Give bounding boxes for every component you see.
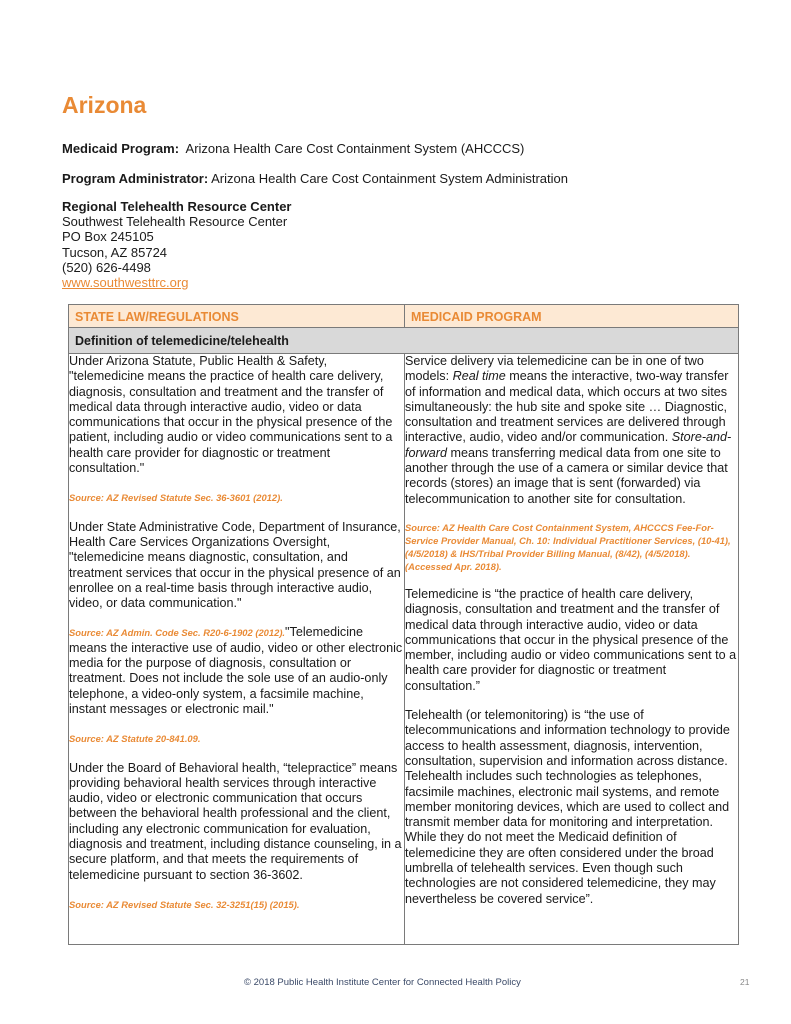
rtrc-city: Tucson, AZ 85724	[62, 244, 168, 260]
medicaid-cell	[405, 354, 739, 945]
state-law-paragraph: Under Arizona Statute, Public Health & Safety, "telemedicine means the practice of health care delivery, diagnosis, consultation and treatment and the transfer of medical data through interactive audio, video or data communications that occur in the physical presence of the patient, including audio or video communications sent to a health care provider for diagnostic or treatment consultation."	[69, 354, 393, 476]
source-citation: Source: AZ Health Care Cost Containment System, AHCCCS Fee-For-Service Provider Manual, Ch. 10: Individual Practitioner Services, (10-41), (4/5/2018) & IHS/Tribal Provider Billing Manual, (8/42), (4/5/2018). (Accessed Apr. 2018).	[405, 521, 731, 572]
rtrc-heading: Regional Telehealth Resource Center	[62, 199, 292, 214]
source-citation: Source: AZ Statute 20-841.09.	[69, 733, 201, 745]
section-row	[69, 328, 739, 354]
page-number: 21	[740, 977, 750, 987]
state-law-paragraph: Under State Administrative Code, Department of Insurance, Health Care Services Organizations Oversight, "telemedicine means diagnostic, consultation, and treatment services that occur in the physical presence of an enrollee on a real-time basis through interactive audio, video, or data communication."	[69, 519, 401, 611]
rtrc-website-link[interactable]: www.southwesttrc.org	[62, 275, 189, 291]
header-state-law: STATE LAW/REGULATIONS	[69, 305, 405, 328]
rtrc-block	[62, 199, 292, 290]
source-citation: Source: AZ Revised Statute Sec. 36-3601 (2012).	[69, 492, 283, 504]
medicaid-paragraph: Telemedicine is “the practice of health care delivery, diagnosis, consultation and treatment and the transfer of medical data through interactive audio, video or data communications that occur in the physical presence of the member, including audio or video communications sent to a health care provider for diagnostic or treatment consultation.”	[405, 586, 737, 693]
state-law-paragraph: "Telemedicine means the interactive use of audio, video or other electronic media for the purpose of diagnosis, consultation or treatment. Does not include the sole use of an audio-only telephone, a video-only system, a facsimile machine, instant messages or electronic mail."	[69, 625, 403, 716]
program-administrator-label: Program Administrator:	[62, 171, 209, 186]
telehealth-policy-table	[68, 304, 739, 945]
rtrc-po-box: PO Box 245105	[62, 229, 154, 245]
medicaid-program-label: Medicaid Program:	[62, 141, 180, 156]
medicaid-program-line	[62, 141, 524, 157]
program-administrator-value: Arizona Health Care Cost Containment System Administration	[211, 171, 568, 186]
medicaid-paragraph	[405, 354, 738, 507]
term-real-time: Real time	[452, 369, 506, 384]
rtrc-name: Southwest Telehealth Resource Center	[62, 214, 288, 230]
state-law-cell	[69, 354, 405, 945]
text-run: Service delivery via telemedicine can be in one of two models:	[405, 354, 704, 384]
header-medicaid-program: MEDICAID PROGRAM	[405, 305, 739, 328]
source-citation: Source: AZ Revised Statute Sec. 32-3251(15) (2015).	[69, 898, 300, 910]
footer-copyright: © 2018 Public Health Institute Center for Connected Health Policy	[244, 977, 521, 988]
program-administrator-line	[62, 171, 568, 187]
table-header-row	[69, 305, 739, 328]
rtrc-phone: (520) 626-4498	[62, 259, 151, 275]
text-run: means the interactive, two-way transfer of information and medical data, which occurs at two sites simultaneously: the hub site and spoke site … Diagnostic, consultation and treatment services are delivered through interactive, audio, video and/or communication.	[405, 369, 729, 445]
text-run: means transferring medical data from one site to another through the use of a camera or similar device that records (stores) an image that is sent (forwarded) via telecommunication to another site for consultation.	[405, 445, 728, 506]
medicaid-paragraph: Telehealth (or telemonitoring) is “the use of telecommunications and information technology to provide access to health assessment, diagnosis, intervention, consultation, supervision and information across distance. Telehealth includes such technologies as telephones, facsimile machines, electronic mail systems, and remote member monitoring devices, which are used to collect and transmit member data for monitoring and interpretation. While they do not meet the Medicaid definition of telemedicine they are often considered under the broad umbrella of telehealth services. Even though such technologies are not considered telemedicine, they may nevertheless be covered service”.	[405, 708, 730, 906]
section-title: Definition of telemedicine/telehealth	[69, 328, 739, 354]
table-row	[69, 354, 739, 945]
term-store-and-forward: Store-and-forward	[405, 430, 732, 460]
page-title: Arizona	[62, 92, 147, 118]
source-citation: Source: AZ Admin. Code Sec. R20-6-1902 (2012).	[69, 627, 286, 639]
state-law-paragraph: Under the Board of Behavioral health, “telepractice” means providing behavioral health services through interactive audio, video or electronic communication that occurs between the behavioral health professional and the client, including any electronic communication for evaluation, diagnosis and treatment, including distance counseling, in a secure platform, and that meets the requirements of telemedicine pursuant to section 36-3602.	[69, 760, 402, 882]
medicaid-program-value: Arizona Health Care Cost Containment System (AHCCCS)	[185, 141, 525, 156]
